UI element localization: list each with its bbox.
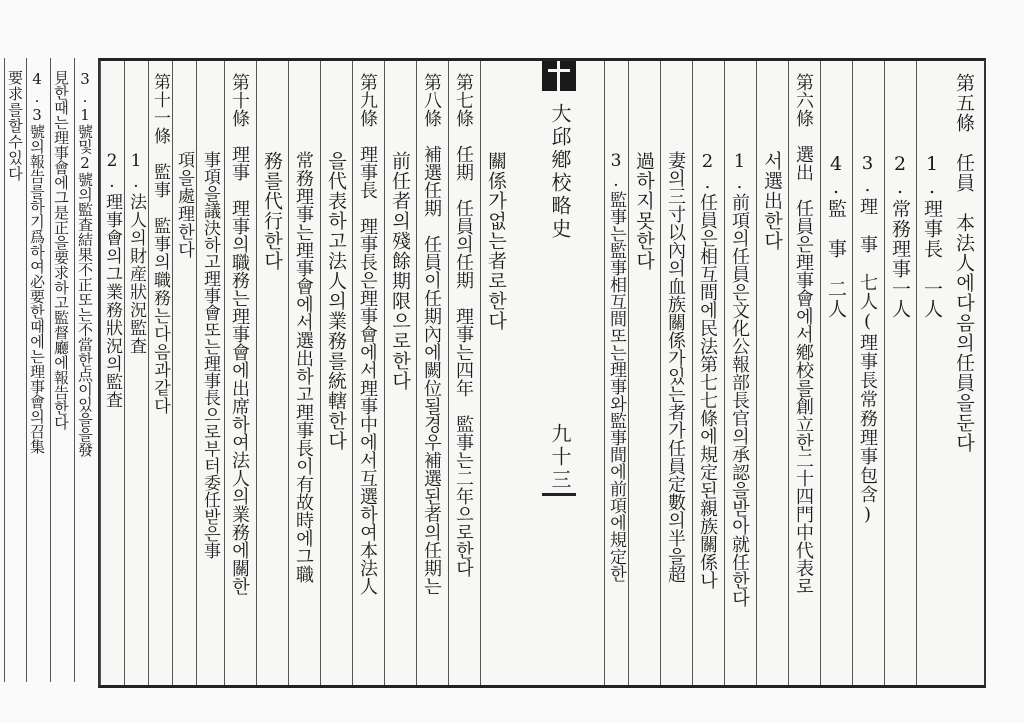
column-text: 關係가없는者로한다	[485, 151, 507, 331]
text-column	[692, 61, 724, 685]
text-column	[416, 61, 448, 685]
text-column	[256, 61, 288, 685]
column-text: 서選出한다	[761, 151, 783, 251]
text-column	[100, 61, 124, 685]
column-text: 第九條 理事長 理事長은理事會에서理事中에서互選하여本法人	[357, 73, 378, 595]
document-page	[98, 58, 986, 688]
text-column	[196, 61, 224, 685]
text-column	[50, 58, 74, 682]
text-column	[724, 61, 756, 685]
text-column	[148, 61, 172, 685]
column-text: 見한때는理事會에그是正을要求하고監督廳에報告한다	[52, 70, 70, 430]
column-text: 前任者의殘餘期限으로한다	[389, 151, 411, 391]
text-column	[480, 61, 512, 685]
column-text: 1.理事長 一人	[921, 153, 943, 319]
text-column	[948, 61, 982, 685]
text-column	[74, 58, 98, 682]
column-text: 第十條 理事 理事의職務는理事會에出席하여法人의業務에關한	[229, 73, 250, 595]
column-text: 妻의三寸以內의血族關係가있는者가任員定數의半을超	[665, 151, 686, 583]
text-column	[884, 61, 916, 685]
header-rule	[542, 493, 576, 496]
text-column	[628, 61, 660, 685]
text-column	[224, 61, 256, 685]
column-text: 第八條 補選任期 任員이任期內에闕位될경우補選된者의任期는	[421, 73, 442, 595]
column-text: 過하지못한다	[633, 151, 655, 271]
overflow-columns	[4, 58, 98, 682]
column-text: 2.任員은相互間에民法第七七條에規定된親族關係나	[697, 151, 718, 589]
column-text: 第五條 任員 本法人에다음의任員을둔다	[953, 73, 975, 453]
column-text: 務를代行한다	[261, 151, 283, 271]
column-text: 1.前項의任員은文化公報部長官의承認을받아就任한다	[729, 151, 750, 607]
page-number: 九十三	[548, 423, 572, 492]
text-column	[352, 61, 384, 685]
column-text: 3.監事는監事相互間또는理事와監事間에前項에規定한	[606, 151, 626, 582]
text-column	[916, 61, 948, 685]
text-column	[788, 61, 820, 685]
text-column	[4, 58, 26, 682]
column-text: 4.3號의報告를하기爲하여必要한때에는理事會의召集	[28, 70, 46, 454]
text-column	[384, 61, 416, 685]
column-text: 第七條 任期 任員의任期 理事는四年 監事는二年으로한다	[453, 73, 474, 577]
column-text: 3.理 事 七人(理事長常務理事包含)	[857, 153, 878, 526]
running-header	[512, 61, 604, 685]
text-column	[320, 61, 352, 685]
text-column	[604, 61, 628, 685]
column-text: 項을處理한다	[174, 151, 194, 259]
column-text: 2.常務理事一人	[889, 153, 911, 319]
column-text: 第十一條 監事 監事의職務는다음과같다	[150, 73, 170, 415]
text-column	[124, 61, 148, 685]
text-column	[288, 61, 320, 685]
text-column	[820, 61, 852, 685]
book-title: 大邱鄕校略史	[548, 103, 572, 241]
text-column	[172, 61, 196, 685]
text-column	[660, 61, 692, 685]
column-text: 事項을議決하고理事會또는理事長으로부터委任받은事	[200, 151, 220, 559]
text-column	[756, 61, 788, 685]
text-column	[448, 61, 480, 685]
column-text: 要求를할수있다	[6, 70, 24, 182]
column-text: 을代表하고法人의業務를統轄한다	[325, 151, 347, 451]
column-text: 1.法人의財産狀況監査	[126, 151, 146, 355]
column-text: 4.監 事 二人	[825, 153, 847, 319]
column-text: 2.理事會의그業務狀況의監査	[102, 151, 122, 409]
column-text: 第六條 選出 任員은理事會에서鄕校를創立한二十四門中代表로	[793, 73, 814, 595]
column-text: 常務理事는理事會에서選出하고理事長이有故時에그職	[293, 151, 314, 583]
text-column	[852, 61, 884, 685]
ornament-icon	[542, 61, 576, 91]
column-text: 3.1號및2號의監査結果不正또는不當한点이있을을發	[76, 70, 94, 457]
text-column	[26, 58, 50, 682]
